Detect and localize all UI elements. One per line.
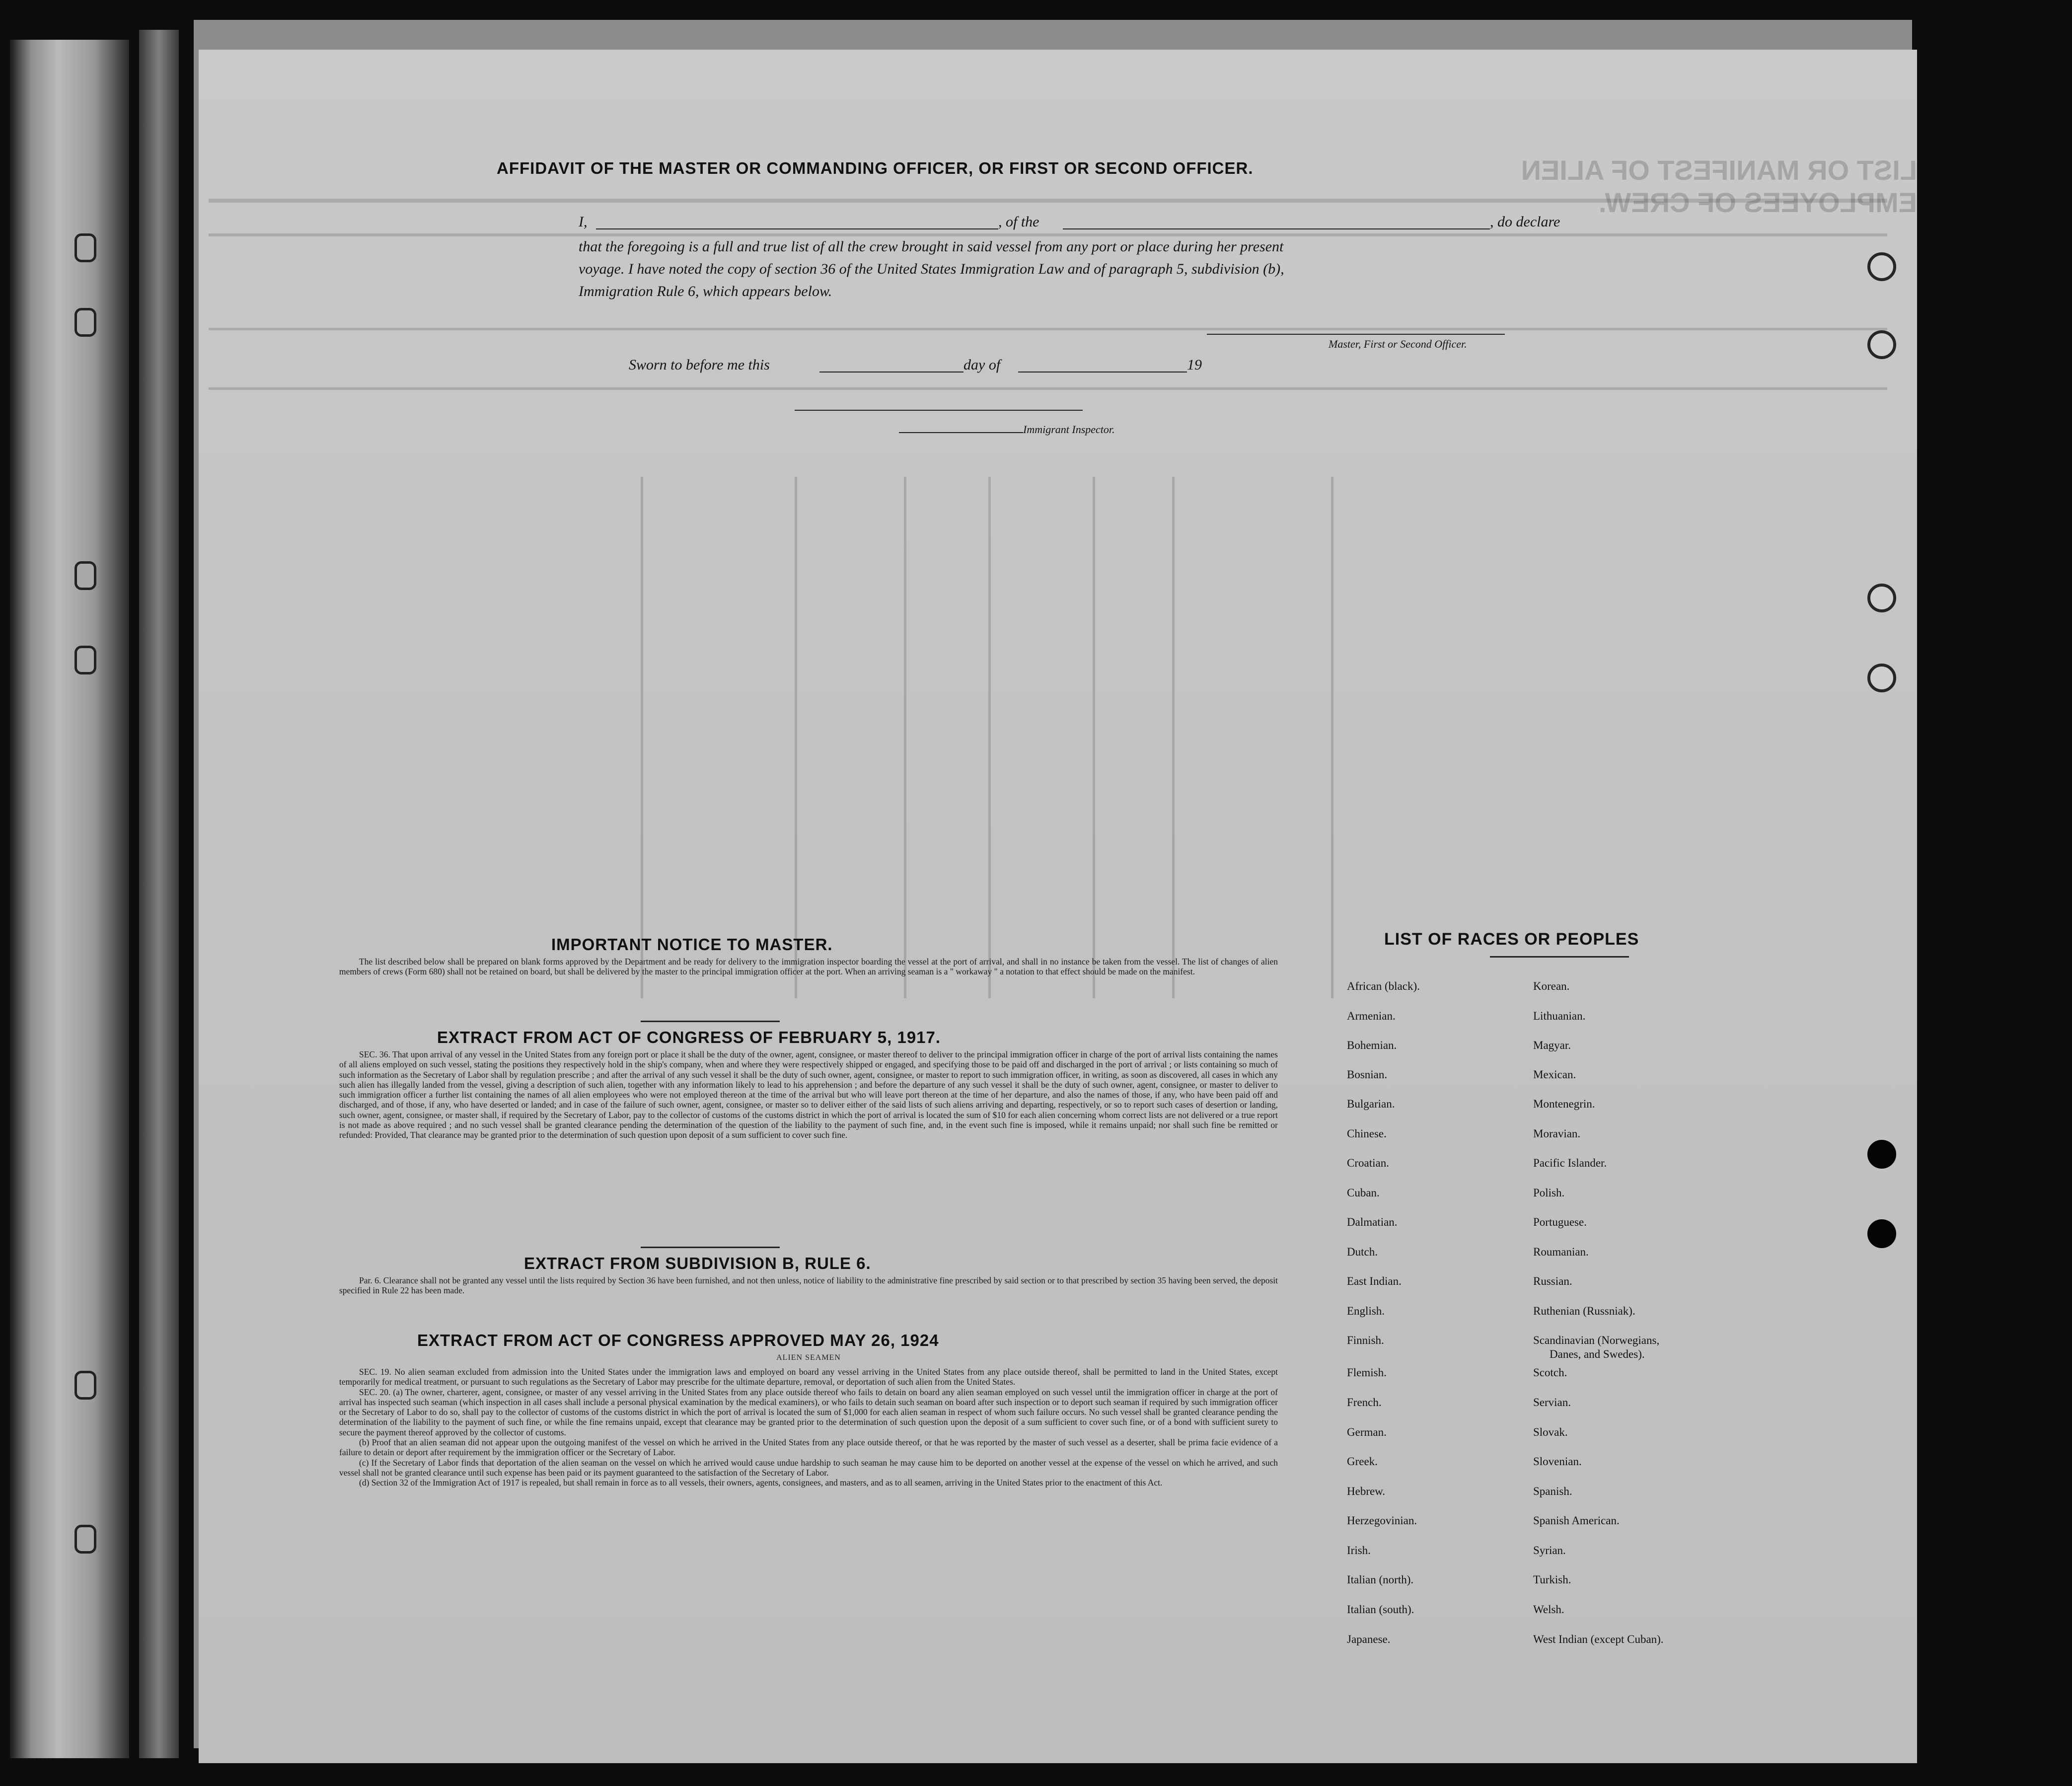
section-divider — [641, 1247, 780, 1248]
race-item: Finnish. — [1347, 1334, 1384, 1346]
race-item: Herzegovinian. — [1347, 1514, 1417, 1527]
binder-ring-icon — [74, 646, 96, 674]
race-item: Greek. — [1347, 1455, 1378, 1468]
extract-1917-title: EXTRACT FROM ACT OF CONGRESS OF FEBRUARY 5, 1917. — [437, 1028, 941, 1046]
binder-ring-icon — [74, 1371, 96, 1400]
race-item: Moravian. — [1533, 1127, 1581, 1140]
binder-ring-icon — [74, 1525, 96, 1554]
punch-hole-icon — [1867, 664, 1896, 692]
race-item: Roumanian. — [1533, 1246, 1589, 1258]
extract-1924-subtitle: ALIEN SEAMEN — [776, 1353, 841, 1362]
bleed-through-line — [209, 328, 1887, 330]
races-divider — [1490, 956, 1629, 958]
race-item: English. — [1347, 1305, 1385, 1317]
master-signature-label: Master, First or Second Officer. — [1329, 338, 1467, 350]
race-item: Japanese. — [1347, 1633, 1391, 1645]
notice-title: IMPORTANT NOTICE TO MASTER. — [551, 935, 833, 954]
extract-1924-paragraph: (b) Proof that an alien seaman did not appear upon the outgoing manifest of the vessel on which he arrived in the United States from any place outside thereof, or that he was reported by the master of such vessel as a deserter, shall be prima facie evidence of a failure to detain or deport after requirement by the immigration officer or the Secretary of Labor. — [339, 1437, 1278, 1458]
bleed-through-line — [1093, 477, 1095, 998]
races-title: LIST OF RACES OR PEOPLES — [1384, 930, 1639, 949]
bleed-through-line — [209, 387, 1887, 390]
affidavit-of-the-label: , of the — [998, 214, 1039, 230]
race-item: Spanish. — [1533, 1485, 1572, 1497]
punch-hole-icon — [1867, 1140, 1896, 1169]
race-item: Bulgarian. — [1347, 1098, 1395, 1110]
bleed-through-line — [209, 199, 1887, 203]
race-item: Italian (north). — [1347, 1573, 1414, 1586]
race-item: Chinese. — [1347, 1127, 1387, 1140]
affidavit-line-2: that the foregoing is a full and true list of all the crew brought in said vessel from any port or place during her present — [579, 238, 1284, 255]
race-item: Ruthenian (Russniak). — [1533, 1305, 1635, 1317]
extract-1917-body — [339, 1049, 1278, 1140]
race-item: Slovenian. — [1533, 1455, 1582, 1468]
race-item: Russian. — [1533, 1275, 1572, 1287]
bleed-through-title: LIST OR MANIFEST OF ALIEN EMPLOYEES OF CREW. — [1521, 154, 1917, 218]
bleed-through-line — [1172, 477, 1175, 998]
binder-spine — [10, 40, 129, 1758]
race-item: Spanish American. — [1533, 1514, 1620, 1527]
race-item: Bohemian. — [1347, 1039, 1397, 1051]
race-item: Irish. — [1347, 1544, 1371, 1557]
race-item: French. — [1347, 1396, 1382, 1409]
race-item: Dalmatian. — [1347, 1216, 1398, 1228]
extract-1924-title: EXTRACT FROM ACT OF CONGRESS APPROVED MAY 26, 1924 — [417, 1331, 939, 1349]
race-item: Portuguese. — [1533, 1216, 1587, 1228]
race-item: Syrian. — [1533, 1544, 1566, 1557]
race-item: Dutch. — [1347, 1246, 1378, 1258]
extract-rule6-title: EXTRACT FROM SUBDIVISION B, RULE 6. — [524, 1254, 871, 1272]
punch-hole-icon — [1867, 1219, 1896, 1248]
race-item: African (black). — [1347, 980, 1420, 992]
notice-paragraph: The list described below shall be prepared on blank forms approved by the Department and be ready for delivery to the immigration inspector boarding the vessel at the port of arrival, and shall in no instance be taken from the vessel. The list of changes of alien members of crews (Form 680) shall not be retained on board, but shall be delivered by the master to the principal immigration officer at the port. When an arriving seaman is a " workaway " a notation to that effect should be made on the manifest. — [339, 957, 1278, 977]
race-item: Bosnian. — [1347, 1068, 1388, 1081]
extract-1924-paragraph: (c) If the Secretary of Labor finds that deportation of the alien seaman on the vessel on which he arrived would cause undue hardship to such seaman he may cause him to be deported on another vessel at the expense of the vessel on which he arrived, and such vessel shall not be granted clearance until such expense has been paid or its payment guaranteed to the satisfaction of the Secretary of Labor. — [339, 1457, 1278, 1478]
affidavit-line-4: Immigration Rule 6, which appears below. — [579, 283, 832, 299]
race-item: Servian. — [1533, 1396, 1571, 1409]
affidavit-do-declare-label: , do declare — [1490, 214, 1560, 230]
race-item: West Indian (except Cuban). — [1533, 1633, 1664, 1645]
race-item: Flemish. — [1347, 1366, 1387, 1379]
race-item: Scandinavian (Norwegians, — [1533, 1334, 1660, 1346]
master-signature-line — [1207, 334, 1505, 335]
race-item: Polish. — [1533, 1187, 1565, 1199]
affidavit-title: AFFIDAVIT OF THE MASTER OR COMMANDING OFFICER, OR FIRST OR SECOND OFFICER. — [497, 159, 1254, 177]
binder-ring-icon — [74, 561, 96, 590]
bleed-through-line — [988, 477, 991, 998]
year-label: 19 — [1187, 357, 1202, 373]
race-item: Magyar. — [1533, 1039, 1571, 1051]
race-item: Hebrew. — [1347, 1485, 1386, 1497]
extract-1924-paragraph: (d) Section 32 of the Immigration Act of 1917 is repealed, but shall remain in force as to all vessels, their owners, agents, consignees, and masters, and as to all seamen, arriving in the United States prior to the enactment of this Act. — [359, 1478, 1163, 1488]
inspector-signature-line-2 — [899, 432, 1023, 433]
affidavit-line-3: voyage. I have noted the copy of section 36 of the United States Immigration Law and of paragraph 5, subdivision (b), — [579, 261, 1284, 277]
bleed-through-line — [904, 477, 906, 998]
extract-1924-body — [339, 1367, 1278, 1488]
bleed-through-line — [209, 233, 1887, 236]
name-blank-line — [596, 228, 998, 229]
binder-ring-icon — [74, 233, 96, 262]
day-of-label: day of — [963, 357, 1001, 373]
race-item: Danes, and Swedes). — [1550, 1348, 1645, 1360]
inspector-signature-line — [795, 410, 1083, 411]
notice-body — [339, 957, 1278, 977]
inspector-label: Immigrant Inspector. — [1023, 423, 1115, 436]
binder-strip — [139, 30, 179, 1758]
vessel-blank-line — [1063, 228, 1490, 229]
extract-1917-paragraph: SEC. 36. That upon arrival of any vessel in the United States from any foreign port or place it shall be the duty of the owner, agent, consignee, or master thereof to deliver to the principal immigration officer in charge of the port of arrival lists containing the names of all aliens employed on such vessel, stating the positions they respectively hold in the ship's company, when and where they were respectively shipped or engaged, and specifying those to be paid off and discharged in the port of arrival ; or lists containing so much of such information as the Secretary of Labor shall by regulation prescribe ; and after the arrival of any such vessel it shall be the duty of such owner, agent, consignee, or master to report to such immigration officer, in writing, as soon as discovered, all cases in which any such alien has illegally landed from the vessel, giving a description of such alien, together with any information likely to lead to his apprehension ; and before the departure of any such vessel it shall be the duty of such owner, agent, consignee, or master to deliver to such immigration officer a further list containing the names of all alien employees who were not employed thereon at the time of the arrival but who will leave port thereon at the time of her departure, and also the names of those, if any, who have been paid off and discharged, and of those, if any, who have deserted or landed; and in case of the failure of such owner, agent, consignee, or master so to deliver either of the said lists of such aliens arriving and departing, respectively, or so to report such cases of desertion or landing, such owner, agent, consignee, or master shall, if required by the Secretary of Labor, pay to the collector of customs of the customs district in which the port of arrival is located the sum of $10 for each alien concerning whom correct lists are not delivered or a true report is not made as above required ; and no such vessel shall be granted clearance pending the determination of the question of the liability to the payment of such fine, and, in the event such fine is imposed, while it remains unpaid; nor shall such fine be remitted or refunded: Provided, That clearance may be granted prior to the determination of such question upon deposit of a sum sufficient to cover such fine. — [339, 1049, 1278, 1140]
affidavit-i-label: I, — [579, 214, 588, 230]
punch-hole-icon — [1867, 584, 1896, 612]
sworn-label: Sworn to before me this — [629, 357, 770, 373]
race-item: Pacific Islander. — [1533, 1157, 1607, 1169]
bleed-through-line — [795, 477, 797, 998]
race-item: Armenian. — [1347, 1010, 1396, 1022]
race-item: Cuban. — [1347, 1187, 1380, 1199]
race-item: Montenegrin. — [1533, 1098, 1595, 1110]
extract-rule6-paragraph: Par. 6. Clearance shall not be granted any vessel until the lists required by Section 36 have been furnished, and not then unless, notice of liability to the administrative fine prescribed by said section or to that prescribed by section 35 having been served, the deposit specified in Rule 22 has been made. — [339, 1275, 1278, 1296]
race-item: Italian (south). — [1347, 1603, 1414, 1616]
manifest-page — [199, 50, 1917, 1763]
punch-hole-icon — [1867, 330, 1896, 359]
race-item: German. — [1347, 1426, 1387, 1438]
race-item: Croatian. — [1347, 1157, 1389, 1169]
extract-1924-paragraph: SEC. 19. No alien seaman excluded from admission into the United States under the immigration laws and employed on board any vessel arriving in the United States from any place outside thereof, shall be permitted to land in the United States, except temporarily for medical treatment, or pursuant to such regulations as the Secretary of Labor may prescribe for the ultimate departure, removal, or deportation of such alien from the United States. — [339, 1367, 1278, 1387]
punch-hole-icon — [1867, 252, 1896, 281]
race-item: Turkish. — [1533, 1573, 1571, 1586]
race-item: Welsh. — [1533, 1603, 1564, 1616]
race-item: Lithuanian. — [1533, 1010, 1586, 1022]
race-item: East Indian. — [1347, 1275, 1402, 1287]
binder-ring-icon — [74, 308, 96, 337]
bleed-through-line — [641, 477, 643, 998]
extract-rule6-body — [339, 1275, 1278, 1296]
race-item: Scotch. — [1533, 1366, 1567, 1379]
extract-1924-paragraph: SEC. 20. (a) The owner, charterer, agent, consignee, or master of any vessel arriving in the United States from any place outside thereof who fails to detain on board any alien seaman employed on such vessel until the immigration officer in charge at the port of arrival has inspected such seaman (which inspection in all cases shall include a personal physical examination by the medical examiners), or who fails to detain such seaman on board after such inspection or to deport such seaman if required by such immigration officer or the Secretary of Labor to do so, shall pay to the collector of customs of the customs district in which the port of arrival is located the sum of $1,000 for each alien seaman in respect of whom such failure occurs. No such vessel shall be granted clearance pending the determination of the liability to the payment of such fine, or while the fine remains unpaid, except that clearance may be granted prior to the determination of such question upon the deposit of a sum sufficient to cover such fine, or of a bond with sufficient surety to secure the payment thereof approved by the collector of customs. — [339, 1387, 1278, 1437]
section-divider — [641, 1021, 780, 1022]
race-item: Slovak. — [1533, 1426, 1568, 1438]
bleed-through-line — [1331, 477, 1333, 998]
race-item: Mexican. — [1533, 1068, 1576, 1081]
race-item: Korean. — [1533, 980, 1570, 992]
